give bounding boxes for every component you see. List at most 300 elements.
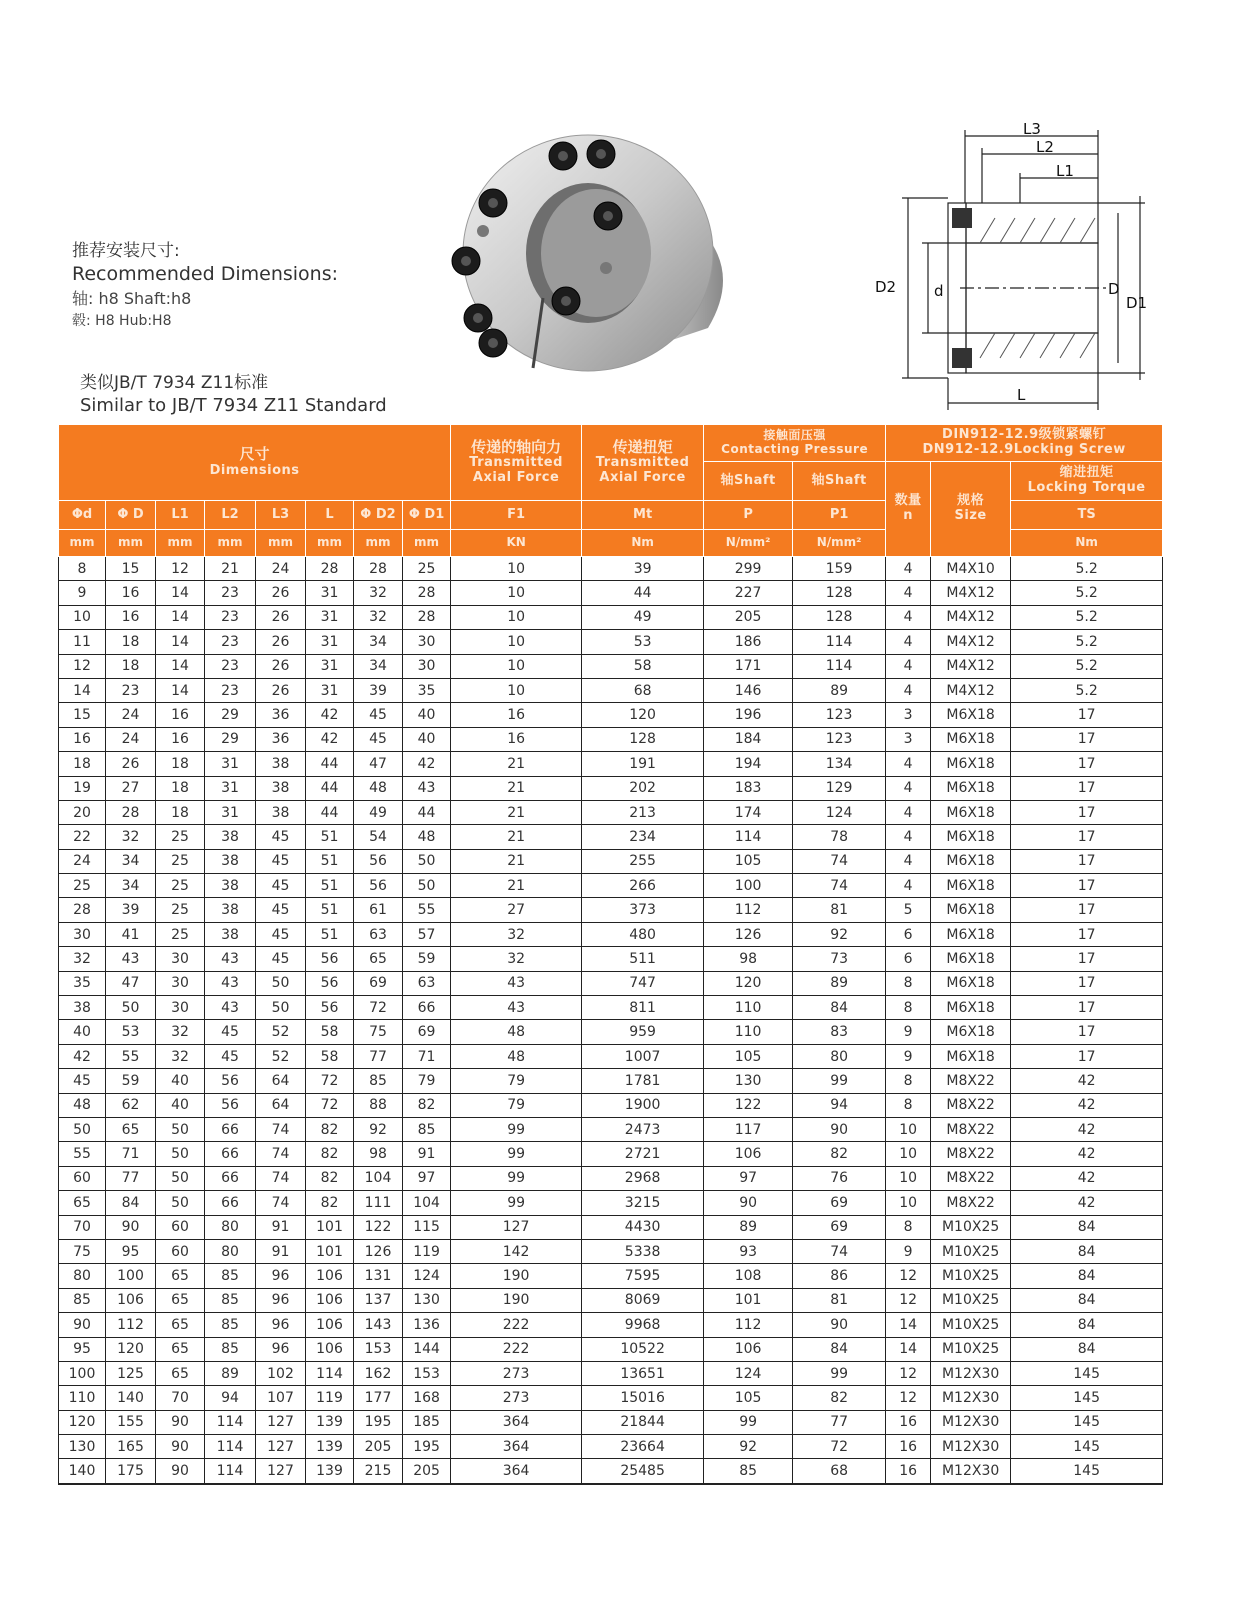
label-D2: D2: [875, 278, 897, 296]
torque-header: 传递扭矩 Transmitted Axial Force: [582, 425, 704, 501]
technical-drawing: [870, 118, 1170, 418]
table-cell: 10: [886, 1191, 931, 1215]
table-row: [59, 800, 1163, 824]
label-D: D: [1108, 280, 1120, 298]
table-row: [59, 971, 1163, 995]
table-cell: 26: [256, 630, 306, 654]
unit-header: Nm: [1011, 530, 1163, 557]
table-cell: 273: [451, 1361, 582, 1385]
table-cell: M10X25: [931, 1264, 1011, 1288]
table-cell: M6X18: [931, 1020, 1011, 1044]
table-cell: 27: [451, 898, 582, 922]
table-cell: 49: [582, 605, 704, 629]
table-cell: 24: [106, 727, 156, 751]
table-cell: 511: [582, 947, 704, 971]
table-cell: 28: [403, 581, 451, 605]
table-cell: 15016: [582, 1386, 704, 1410]
contact-pressure-header: 接触面压强 Contacting Pressure: [704, 425, 886, 462]
table-cell: 227: [704, 581, 793, 605]
table-cell: 139: [306, 1459, 354, 1484]
table-cell: 56: [306, 947, 354, 971]
table-cell: 134: [793, 752, 886, 776]
table-cell: 81: [793, 898, 886, 922]
table-cell: M10X25: [931, 1313, 1011, 1337]
table-cell: 74: [256, 1191, 306, 1215]
table-cell: 17: [1011, 727, 1163, 751]
table-cell: 96: [256, 1337, 306, 1361]
table-cell: 23: [205, 630, 256, 654]
table-cell: 112: [106, 1313, 156, 1337]
table-cell: 63: [354, 922, 403, 946]
table-cell: 266: [582, 874, 704, 898]
table-cell: 24: [256, 557, 306, 581]
table-cell: 35: [403, 678, 451, 702]
table-row: [59, 654, 1163, 678]
table-cell: 2473: [582, 1117, 704, 1141]
table-cell: 126: [704, 922, 793, 946]
table-cell: 93: [704, 1239, 793, 1263]
table-cell: 40: [156, 1069, 205, 1093]
table-row: [59, 776, 1163, 800]
table-cell: 299: [704, 557, 793, 581]
table-cell: 69: [793, 1215, 886, 1239]
table-cell: 95: [106, 1239, 156, 1263]
unit-header: mm: [354, 530, 403, 557]
table-row: [59, 1361, 1163, 1385]
table-cell: 82: [306, 1166, 354, 1190]
table-cell: 68: [793, 1459, 886, 1484]
table-row: [59, 1093, 1163, 1117]
table-cell: 190: [451, 1264, 582, 1288]
table-cell: 32: [451, 947, 582, 971]
table-cell: 373: [582, 898, 704, 922]
table-cell: 18: [106, 654, 156, 678]
table-cell: 100: [59, 1361, 106, 1385]
table-cell: 137: [354, 1288, 403, 1312]
table-cell: 959: [582, 1020, 704, 1044]
table-cell: 4: [886, 581, 931, 605]
table-cell: 44: [306, 776, 354, 800]
symbol-header: Φd: [59, 501, 106, 530]
table-cell: 48: [59, 1093, 106, 1117]
table-cell: 30: [156, 971, 205, 995]
table-cell: 81: [793, 1288, 886, 1312]
table-cell: 69: [354, 971, 403, 995]
table-cell: 74: [793, 1239, 886, 1263]
table-row: [59, 1435, 1163, 1459]
table-cell: 72: [793, 1435, 886, 1459]
table-cell: 35: [59, 971, 106, 995]
table-cell: 26: [256, 654, 306, 678]
table-cell: 26: [256, 581, 306, 605]
table-cell: 205: [704, 605, 793, 629]
table-cell: 5.2: [1011, 630, 1163, 654]
table-cell: M4X12: [931, 678, 1011, 702]
table-row: [59, 849, 1163, 873]
table-cell: 58: [306, 1020, 354, 1044]
locking-assembly-image: [438, 128, 738, 388]
table-row: [59, 1386, 1163, 1410]
table-cell: 15: [106, 557, 156, 581]
table-cell: 92: [354, 1117, 403, 1141]
table-cell: 171: [704, 654, 793, 678]
table-row: [59, 1142, 1163, 1166]
table-cell: 195: [354, 1410, 403, 1434]
table-cell: 72: [354, 996, 403, 1020]
unit-header: KN: [451, 530, 582, 557]
table-cell: 34: [106, 874, 156, 898]
table-cell: 119: [306, 1386, 354, 1410]
table-cell: 111: [354, 1191, 403, 1215]
table-cell: 14: [156, 678, 205, 702]
table-cell: 480: [582, 922, 704, 946]
table-cell: 32: [156, 1020, 205, 1044]
table-cell: 140: [106, 1386, 156, 1410]
table-cell: M12X30: [931, 1435, 1011, 1459]
table-cell: 10: [451, 605, 582, 629]
table-cell: 43: [205, 971, 256, 995]
table-cell: 19: [59, 776, 106, 800]
table-cell: 21844: [582, 1410, 704, 1434]
table-cell: 45: [205, 1020, 256, 1044]
label-L3: L3: [1023, 120, 1041, 138]
table-cell: 69: [403, 1020, 451, 1044]
table-row: [59, 947, 1163, 971]
table-cell: 3215: [582, 1191, 704, 1215]
unit-header: N/mm²: [704, 530, 793, 557]
table-cell: 16: [59, 727, 106, 751]
table-row: [59, 1337, 1163, 1361]
table-cell: 58: [306, 1044, 354, 1068]
table-cell: 14: [156, 654, 205, 678]
table-row: [59, 1117, 1163, 1141]
table-cell: 124: [403, 1264, 451, 1288]
table-cell: 66: [403, 996, 451, 1020]
table-cell: 45: [256, 849, 306, 873]
table-cell: 24: [59, 849, 106, 873]
table-cell: 60: [59, 1166, 106, 1190]
table-cell: 114: [205, 1459, 256, 1484]
table-cell: 51: [306, 825, 354, 849]
table-cell: M4X10: [931, 557, 1011, 581]
table-cell: 174: [704, 800, 793, 824]
table-cell: 28: [403, 605, 451, 629]
table-cell: 34: [354, 630, 403, 654]
table-cell: M6X18: [931, 874, 1011, 898]
table-cell: 5.2: [1011, 654, 1163, 678]
table-cell: 80: [59, 1264, 106, 1288]
table-cell: 40: [403, 703, 451, 727]
table-cell: 25: [156, 898, 205, 922]
table-cell: 17: [1011, 825, 1163, 849]
table-cell: 136: [403, 1313, 451, 1337]
table-cell: 50: [59, 1117, 106, 1141]
table-cell: 14: [156, 630, 205, 654]
table-cell: 96: [256, 1288, 306, 1312]
table-cell: 30: [156, 996, 205, 1020]
table-cell: 31: [306, 630, 354, 654]
table-cell: M6X18: [931, 727, 1011, 751]
table-cell: 4: [886, 874, 931, 898]
table-cell: M12X30: [931, 1386, 1011, 1410]
table-cell: 106: [306, 1288, 354, 1312]
table-cell: 124: [704, 1361, 793, 1385]
table-cell: 83: [793, 1020, 886, 1044]
table-cell: 74: [793, 874, 886, 898]
table-cell: 97: [704, 1166, 793, 1190]
table-row: [59, 898, 1163, 922]
table-cell: 155: [106, 1410, 156, 1434]
table-cell: 202: [582, 776, 704, 800]
size-header: 规格 Size: [931, 462, 1011, 557]
table-cell: 65: [156, 1264, 205, 1288]
table-cell: 106: [704, 1142, 793, 1166]
table-cell: 82: [793, 1386, 886, 1410]
table-cell: 168: [403, 1386, 451, 1410]
symbol-header: Mt: [582, 501, 704, 530]
table-cell: 99: [451, 1166, 582, 1190]
table-row: [59, 1044, 1163, 1068]
symbol-header: F1: [451, 501, 582, 530]
table-cell: 43: [106, 947, 156, 971]
table-cell: 66: [205, 1117, 256, 1141]
locking-screw-header: DIN912-12.9级锁紧螺钉 DN912-12.9Locking Screw: [886, 425, 1163, 462]
table-cell: 45: [354, 703, 403, 727]
table-cell: 106: [306, 1264, 354, 1288]
table-cell: 17: [1011, 752, 1163, 776]
table-cell: 34: [106, 849, 156, 873]
table-cell: 114: [793, 630, 886, 654]
table-cell: 50: [256, 996, 306, 1020]
table-cell: 26: [256, 605, 306, 629]
table-cell: 25: [156, 849, 205, 873]
table-cell: 17: [1011, 800, 1163, 824]
table-cell: 119: [403, 1239, 451, 1263]
table-cell: 12: [59, 654, 106, 678]
table-cell: M4X12: [931, 581, 1011, 605]
table-cell: 16: [451, 703, 582, 727]
table-cell: 10: [451, 678, 582, 702]
table-cell: 195: [403, 1435, 451, 1459]
table-cell: 101: [306, 1215, 354, 1239]
table-cell: 17: [1011, 898, 1163, 922]
table-cell: 11: [59, 630, 106, 654]
table-cell: 122: [354, 1215, 403, 1239]
table-cell: 128: [582, 727, 704, 751]
table-cell: 65: [156, 1337, 205, 1361]
table-cell: 64: [256, 1069, 306, 1093]
table-cell: 106: [106, 1288, 156, 1312]
table-body: [59, 557, 1163, 1484]
table-cell: 44: [582, 581, 704, 605]
table-cell: 96: [256, 1313, 306, 1337]
table-cell: 8: [886, 1215, 931, 1239]
table-cell: 63: [403, 971, 451, 995]
table-row: [59, 1410, 1163, 1434]
table-cell: 38: [256, 800, 306, 824]
table-cell: M6X18: [931, 922, 1011, 946]
table-cell: 85: [403, 1117, 451, 1141]
table-cell: 30: [403, 654, 451, 678]
table-cell: 21: [451, 776, 582, 800]
table-cell: 14: [156, 605, 205, 629]
table-cell: 114: [306, 1361, 354, 1385]
table-cell: 8069: [582, 1288, 704, 1312]
table-cell: M6X18: [931, 971, 1011, 995]
table-cell: 128: [793, 581, 886, 605]
table-cell: 78: [793, 825, 886, 849]
table-cell: 77: [793, 1410, 886, 1434]
table-cell: 38: [256, 752, 306, 776]
table-cell: 40: [403, 727, 451, 751]
table-cell: 88: [354, 1093, 403, 1117]
table-cell: 45: [256, 898, 306, 922]
table-cell: 120: [59, 1410, 106, 1434]
table-cell: 84: [1011, 1239, 1163, 1263]
table-cell: 17: [1011, 874, 1163, 898]
table-cell: 18: [106, 630, 156, 654]
table-cell: 84: [1011, 1264, 1163, 1288]
table-cell: 32: [451, 922, 582, 946]
table-row: [59, 1020, 1163, 1044]
table-cell: 95: [59, 1337, 106, 1361]
table-cell: 22: [59, 825, 106, 849]
table-cell: 74: [256, 1117, 306, 1141]
table-cell: 105: [704, 1386, 793, 1410]
table-cell: 10: [59, 605, 106, 629]
table-cell: 159: [793, 557, 886, 581]
table-cell: 205: [403, 1459, 451, 1484]
table-cell: 48: [354, 776, 403, 800]
table-cell: 124: [793, 800, 886, 824]
table-cell: 145: [1011, 1361, 1163, 1385]
table-row: [59, 703, 1163, 727]
table-cell: 120: [582, 703, 704, 727]
table-cell: 364: [451, 1435, 582, 1459]
table-row: [59, 1239, 1163, 1263]
table-cell: 16: [886, 1410, 931, 1434]
table-cell: 30: [59, 922, 106, 946]
table-cell: 16: [451, 727, 582, 751]
table-cell: 3: [886, 703, 931, 727]
table-cell: 8: [886, 1069, 931, 1093]
table-cell: 85: [59, 1288, 106, 1312]
table-cell: 90: [793, 1117, 886, 1141]
table-cell: 90: [793, 1313, 886, 1337]
table-cell: 84: [1011, 1337, 1163, 1361]
table-row: [59, 1459, 1163, 1484]
table-cell: 153: [354, 1337, 403, 1361]
shaft-p1-header: 轴Shaft: [793, 462, 886, 501]
table-cell: 1781: [582, 1069, 704, 1093]
table-cell: 17: [1011, 922, 1163, 946]
table-cell: 12: [886, 1288, 931, 1312]
table-row: [59, 1166, 1163, 1190]
table-cell: 84: [1011, 1313, 1163, 1337]
table-row: [59, 1288, 1163, 1312]
table-cell: 184: [704, 727, 793, 751]
table-cell: 61: [354, 898, 403, 922]
table-cell: 4: [886, 849, 931, 873]
table-cell: 4: [886, 654, 931, 678]
unit-header: N/mm²: [793, 530, 886, 557]
table-cell: 8: [59, 557, 106, 581]
hub-tolerance: 毂: H8 Hub:H8: [72, 312, 172, 329]
table-cell: 66: [205, 1191, 256, 1215]
table-cell: 32: [156, 1044, 205, 1068]
table-cell: 38: [205, 874, 256, 898]
table-cell: 5.2: [1011, 557, 1163, 581]
table-cell: 1007: [582, 1044, 704, 1068]
table-cell: 9: [886, 1020, 931, 1044]
table-cell: 55: [59, 1142, 106, 1166]
table-cell: 18: [156, 800, 205, 824]
table-cell: 234: [582, 825, 704, 849]
table-cell: 194: [704, 752, 793, 776]
table-cell: 48: [451, 1020, 582, 1044]
table-cell: M12X30: [931, 1459, 1011, 1484]
table-cell: 43: [403, 776, 451, 800]
table-cell: 17: [1011, 996, 1163, 1020]
table-cell: 16: [886, 1459, 931, 1484]
table-cell: 222: [451, 1337, 582, 1361]
table-cell: 71: [403, 1044, 451, 1068]
table-cell: 77: [106, 1166, 156, 1190]
table-cell: 48: [451, 1044, 582, 1068]
table-cell: 75: [354, 1020, 403, 1044]
table-cell: 17: [1011, 1020, 1163, 1044]
table-cell: 90: [156, 1459, 205, 1484]
table-cell: 23: [205, 581, 256, 605]
table-cell: 50: [156, 1117, 205, 1141]
table-cell: 183: [704, 776, 793, 800]
table-cell: 112: [704, 1313, 793, 1337]
table-cell: 51: [306, 874, 354, 898]
table-cell: 77: [354, 1044, 403, 1068]
table-cell: 75: [59, 1239, 106, 1263]
table-cell: 65: [354, 947, 403, 971]
table-cell: 31: [205, 776, 256, 800]
table-cell: 115: [403, 1215, 451, 1239]
table-cell: 114: [793, 654, 886, 678]
unit-header: mm: [256, 530, 306, 557]
table-cell: 32: [354, 581, 403, 605]
table-cell: 122: [704, 1093, 793, 1117]
table-row: [59, 630, 1163, 654]
table-cell: 91: [256, 1239, 306, 1263]
table-cell: 72: [306, 1093, 354, 1117]
label-D1: D1: [1126, 294, 1148, 312]
table-cell: 44: [306, 752, 354, 776]
table-cell: 79: [403, 1069, 451, 1093]
table-cell: 8: [886, 996, 931, 1020]
table-cell: 36: [256, 703, 306, 727]
table-cell: 191: [582, 752, 704, 776]
table-cell: 38: [205, 922, 256, 946]
table-cell: M6X18: [931, 996, 1011, 1020]
table-cell: 99: [793, 1361, 886, 1385]
table-cell: 42: [1011, 1166, 1163, 1190]
table-cell: 82: [306, 1191, 354, 1215]
table-cell: 31: [306, 581, 354, 605]
table-cell: 16: [106, 605, 156, 629]
table-cell: 79: [451, 1093, 582, 1117]
table-cell: M4X12: [931, 605, 1011, 629]
unit-header: Nm: [582, 530, 704, 557]
table-cell: 4: [886, 752, 931, 776]
table-cell: 99: [451, 1117, 582, 1141]
table-row: [59, 727, 1163, 751]
